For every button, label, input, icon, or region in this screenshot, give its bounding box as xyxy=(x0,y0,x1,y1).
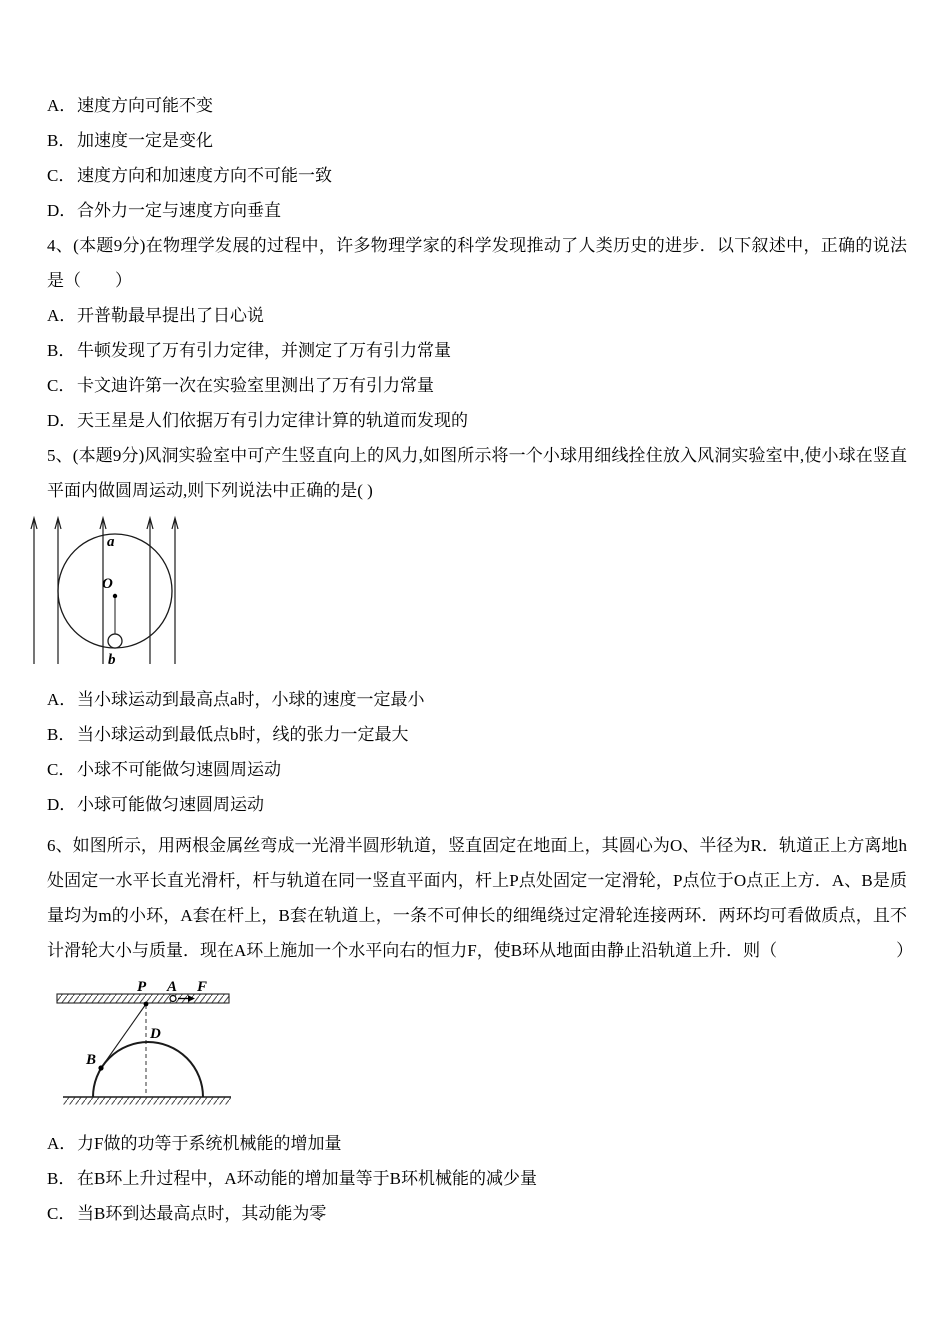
option-text: 速度方向和加速度方向不可能一致 xyxy=(77,166,332,185)
label-force-f: F xyxy=(197,980,208,995)
ring-a xyxy=(170,996,176,1002)
option-label: C． xyxy=(47,1204,76,1223)
option-label: C． xyxy=(47,760,76,779)
label-center-o: O xyxy=(102,576,113,592)
option-row xyxy=(47,1196,907,1231)
question-6 xyxy=(47,828,914,1231)
pulley-dot xyxy=(144,1002,149,1007)
option-text: 速度方向可能不变 xyxy=(77,96,213,115)
wind-tunnel-figure xyxy=(30,510,190,670)
option-label: B． xyxy=(47,131,76,150)
rod xyxy=(57,994,229,1003)
option-text: 当B环到达最高点时，其动能为零 xyxy=(77,1204,327,1223)
option-row xyxy=(47,1161,907,1196)
question-3-options xyxy=(47,88,907,228)
option-label: A． xyxy=(47,96,77,115)
track-figure xyxy=(55,980,240,1112)
question-5 xyxy=(47,438,907,822)
semicircle-track xyxy=(93,1042,203,1097)
option-label: A． xyxy=(47,690,77,709)
ball xyxy=(108,634,122,648)
option-text: 小球可能做匀速圆周运动 xyxy=(77,795,264,814)
track-figure-block xyxy=(55,980,907,1112)
question-stem: 5、(本题9分)风洞实验室中可产生竖直向上的风力,如图所示将一个小球用细线拴住放入风洞实验室中,使小球在竖直平面内做圆周运动,则下列说法中正确的是( ) xyxy=(47,446,907,500)
option-row xyxy=(47,787,907,822)
option-row xyxy=(47,298,907,333)
option-text: 天王星是人们依据万有引力定律计算的轨道而发现的 xyxy=(77,411,468,430)
option-text: 当小球运动到最高点a时，小球的速度一定最小 xyxy=(77,690,425,709)
question-stem: 6、如图所示，用两根金属丝弯成一光滑半圆形轨道，竖直固定在地面上，其圆心为O、半径为R．轨道正上方离地h处固定一水平长直光滑杆，杆与轨道在同一竖直平面内，杆上P点处固定一定滑轮，P点位于O点正上方．A、B是质量均为m的小环，A套在杆上，B套在轨道上，一条不可伸长的细绳绕过定滑轮连接两环．两环均可看做质点，且不计滑轮大小与质量．现在A环上施加一个水平向右的恒力F，使B环从地面由静止沿轨道上升．则（ ） xyxy=(47,836,914,960)
option-text: 卡文迪许第一次在实验室里测出了万有引力常量 xyxy=(77,376,434,395)
option-row xyxy=(47,333,907,368)
option-text: 牛顿发现了万有引力定律，并测定了万有引力常量 xyxy=(77,341,451,360)
option-label: B． xyxy=(47,341,76,360)
center-dot xyxy=(113,594,117,598)
ground-hatch xyxy=(63,1098,231,1105)
label-bottom-point: b xyxy=(108,652,116,668)
option-label: A． xyxy=(47,306,77,325)
option-label: B． xyxy=(47,725,76,744)
option-row xyxy=(47,88,907,123)
option-text: 小球不可能做匀速圆周运动 xyxy=(77,760,281,779)
option-label: D． xyxy=(47,201,77,220)
option-row xyxy=(47,403,907,438)
label-ring-a: A xyxy=(167,980,178,995)
label-point-d: D xyxy=(150,1026,161,1042)
option-row xyxy=(47,752,907,787)
wind-tunnel-figure-block xyxy=(30,510,907,670)
label-ring-b: B xyxy=(86,1052,97,1068)
label-top-point: a xyxy=(107,534,115,550)
option-label: D． xyxy=(47,411,77,430)
option-text: 力F做的功等于系统机械能的增加量 xyxy=(77,1134,342,1153)
option-row xyxy=(47,193,907,228)
option-label: C． xyxy=(47,166,76,185)
option-row xyxy=(47,368,907,403)
option-label: D． xyxy=(47,795,77,814)
option-text: 合外力一定与速度方向垂直 xyxy=(77,201,281,220)
option-row xyxy=(47,123,907,158)
ring-b-dot xyxy=(98,1065,103,1070)
option-row xyxy=(47,682,907,717)
option-text: 当小球运动到最低点b时，线的张力一定最大 xyxy=(77,725,409,744)
option-text: 开普勒最早提出了日心说 xyxy=(77,306,264,325)
option-text: 在B环上升过程中，A环动能的增加量等于B环机械能的减少量 xyxy=(77,1169,537,1188)
option-row xyxy=(47,158,907,193)
option-label: B． xyxy=(47,1169,76,1188)
option-row xyxy=(47,1126,907,1161)
option-label: C． xyxy=(47,376,76,395)
question-stem: 4、(本题9分)在物理学发展的过程中，许多物理学家的科学发现推动了人类历史的进步．以下叙述中，正确的说法是（ ） xyxy=(47,236,907,290)
option-label: A． xyxy=(47,1134,77,1153)
label-pulley-p: P xyxy=(137,980,147,995)
option-row xyxy=(47,717,907,752)
option-text: 加速度一定是变化 xyxy=(77,131,213,150)
question-4 xyxy=(47,228,907,438)
